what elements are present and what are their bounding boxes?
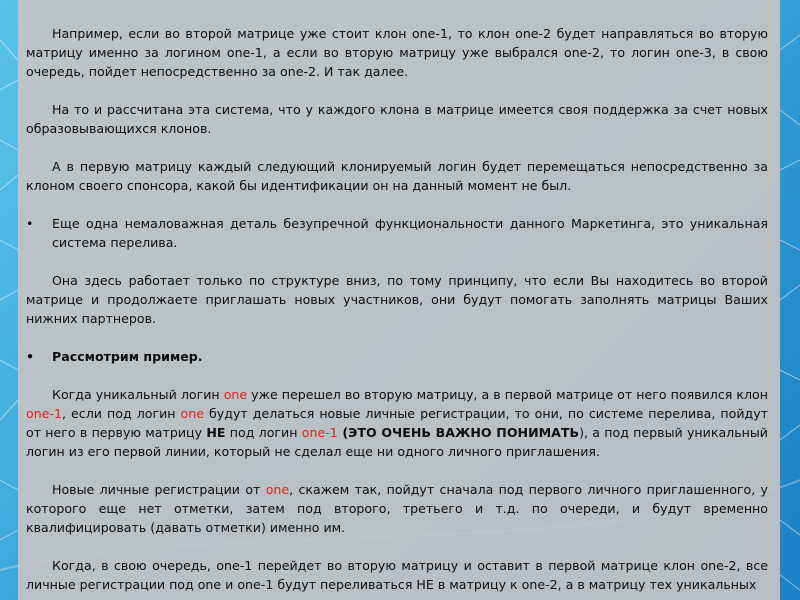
important-note: ЭТО ОЧЕНЬ ВАЖНО ПОНИМАТЬ bbox=[348, 425, 580, 440]
login-one-1: one-1 bbox=[301, 425, 338, 440]
bullet-item-2 bbox=[26, 347, 768, 366]
bullet-text-1: Еще одна немаловажная деталь безупречной функциональности данного Маркетинга, это уникальная система перелива. bbox=[52, 216, 768, 250]
login-one: one bbox=[180, 406, 204, 421]
bullet-marker: • bbox=[26, 216, 34, 231]
bullet-item-1 bbox=[26, 214, 768, 252]
p6-text-b: , скажем так, пойдут сначала под первого личного приглашенного, у которого еще нет отметки, затем под второго, третьего и т.д. по очереди, и будут временно квалифицировать (давать отметки) именно им. bbox=[26, 482, 768, 535]
paragraph-4: Она здесь работает только по структуре вниз, по тому принципу, что если Вы находитесь во второй матрице и продолжаете приглашать новых участников, они будут помогать заполнять матрицы Ваших нижних партнеров. bbox=[26, 273, 768, 326]
paragraph-3: А в первую матрицу каждый следующий клонируемый логин будет перемещаться непосредственно за клоном своего спонсора, какой бы идентификации он на данный момент не был. bbox=[26, 159, 768, 193]
p5-text-c: , если под логин bbox=[62, 406, 181, 421]
paragraph-1: Например, если во второй матрице уже стоит клон one-1, то клон one-2 будет направляться во вторую матрицу именно за логином one-1, а если во вторую матрицу уже выбрался one-2, то логин one-3, в свою очередь, пойдет непосредственно за one-2. И так далее. bbox=[26, 26, 768, 79]
p5-text-a: Когда уникальный логин bbox=[52, 387, 224, 402]
p5-text-e: под логин bbox=[225, 425, 302, 440]
paragraph-7: Когда, в свою очередь, one-1 перейдет во вторую матрицу и оставит в первой матрице клон one-2, все личные регистрации под one и one-1 будут переливаться НЕ в матрицу к one-2, а в матрицу тех уникальных bbox=[26, 558, 768, 592]
p5-text-d: будут делаться новые личные регистрации, то они, по системе перелива, пойдут от него в первую матрицу bbox=[26, 406, 769, 440]
bullet-marker: • bbox=[26, 349, 35, 364]
login-one: one bbox=[265, 482, 290, 497]
p5-text-b: уже перешел во вторую матрицу, а в первой матрице от него появился клон bbox=[247, 387, 768, 402]
login-one: one bbox=[223, 387, 248, 402]
emphasis-ne: НЕ bbox=[206, 425, 226, 440]
slide-text bbox=[26, 24, 768, 594]
paragraph-6 bbox=[26, 480, 768, 537]
paragraph-2: На то и рассчитана эта система, что у каждого клона в матрице имеется своя поддержка за счет новых образовывающихся клонов. bbox=[26, 102, 768, 136]
p5-text-f: ( bbox=[337, 425, 349, 440]
bullet-text-2: Рассмотрим пример. bbox=[52, 349, 203, 364]
slide-page bbox=[18, 0, 780, 600]
login-one-1: one-1 bbox=[26, 406, 62, 421]
p5-text-g: ), а под первый уникальный логин из его первой линии, который не сделал еще ни одного личного приглашения. bbox=[26, 425, 768, 459]
paragraph-5 bbox=[26, 385, 768, 461]
p6-text-a: Новые личные регистрации от bbox=[52, 482, 266, 497]
